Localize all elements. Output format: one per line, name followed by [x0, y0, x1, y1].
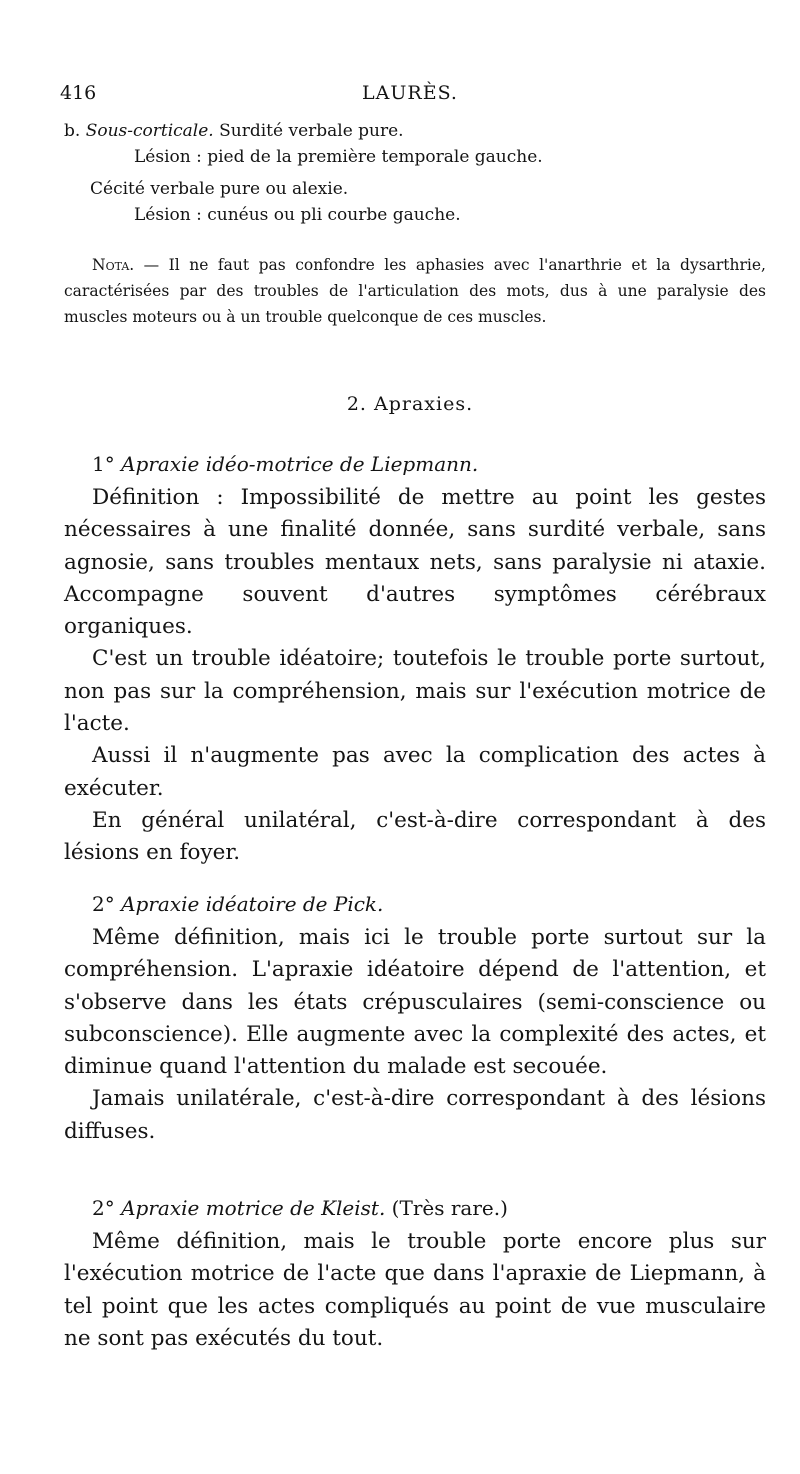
apraxie1-body: [64, 482, 766, 870]
section-title: 2. Apraxies.: [346, 393, 474, 415]
item-b: [64, 118, 766, 144]
nota-text: — Il ne faut pas confondre les aphasies avec l'anarthrie et la dysarthrie, caractérisées par des troubles de l'articulation des mots, dus à une paralysie des muscles moteurs ou à un trouble quelconque de ces muscles.: [64, 256, 766, 326]
apraxie1-heading-num: 1°: [92, 452, 115, 476]
apraxie1-p2: C'est un trouble idéatoire; toutefois le trouble porte surtout, non pas sur la compréhension, mais sur l'exécution motrice de l'acte.: [64, 646, 766, 737]
apraxie1-heading-text: Apraxie idéo-motrice de Liepmann.: [121, 452, 479, 476]
apraxie1-p4: En général unilatéral, c'est-à-dire correspondant à des lésions en foyer.: [64, 807, 766, 866]
apraxie3-heading: [92, 1196, 508, 1220]
running-title: LAURÈS.: [362, 82, 458, 104]
nota-block: [64, 252, 766, 330]
apraxie3-p1: Même définition, mais le trouble porte encore plus sur l'exécution motrice de l'acte que dans l'apraxie de Liepmann, à tel point que les actes compliqués au point de vue musculaire ne sont pas exécutés du tout.: [64, 1229, 766, 1351]
apraxie2-heading-text: Apraxie idéatoire de Pick.: [121, 892, 384, 916]
apraxie2-p1: Même définition, mais ici le trouble porte surtout sur la compréhension. L'apraxie idéatoire dépend de l'attention, et s'observe dans les états crépusculaires (semi-conscience ou subconscience). Elle augmente avec la complexité des actes, et diminue quand l'attention du malade est secouée.: [64, 925, 766, 1080]
item-b-label: b.: [64, 121, 81, 141]
lesion-line-1: Lésion : pied de la première temporale gauche.: [134, 147, 543, 167]
apraxie3-heading-text: Apraxie motrice de Kleist.: [121, 1196, 386, 1220]
apraxie3-heading-note: (Très rare.): [385, 1196, 508, 1220]
item-b-term: Sous-corticale.: [85, 121, 214, 141]
page-header: [60, 82, 760, 112]
apraxie1-p1: Définition : Impossibilité de mettre au point les gestes nécessaires à une finalité donnée, sans surdité verbale, sans agnosie, sans troubles mentaux nets, sans paralysie ni ataxie. Accompagne souvent d'autres symptômes cérébraux organiques.: [64, 485, 766, 640]
item-b-text: Surdité verbale pure.: [213, 121, 404, 141]
apraxie1-heading: [92, 452, 478, 476]
apraxie2-heading: [92, 892, 383, 916]
page-number: 416: [60, 82, 97, 104]
apraxie2-body: [64, 922, 766, 1148]
apraxie2-heading-num: 2°: [92, 892, 115, 916]
nota-label: Nota.: [92, 256, 135, 274]
apraxie2-p2: Jamais unilatérale, c'est-à-dire correspondant à des lésions diffuses.: [64, 1086, 766, 1144]
lesion-line-2: Lésion : cunéus ou pli courbe gauche.: [134, 205, 461, 225]
lesion-list: [64, 118, 766, 228]
apraxie1-p3: Aussi il n'augmente pas avec la complication des actes à exécuter.: [64, 743, 766, 801]
apraxie3-heading-num: 2°: [92, 1196, 115, 1220]
apraxie3-body: [64, 1226, 766, 1355]
cecite-line: Cécité verbale pure ou alexie.: [90, 179, 349, 199]
